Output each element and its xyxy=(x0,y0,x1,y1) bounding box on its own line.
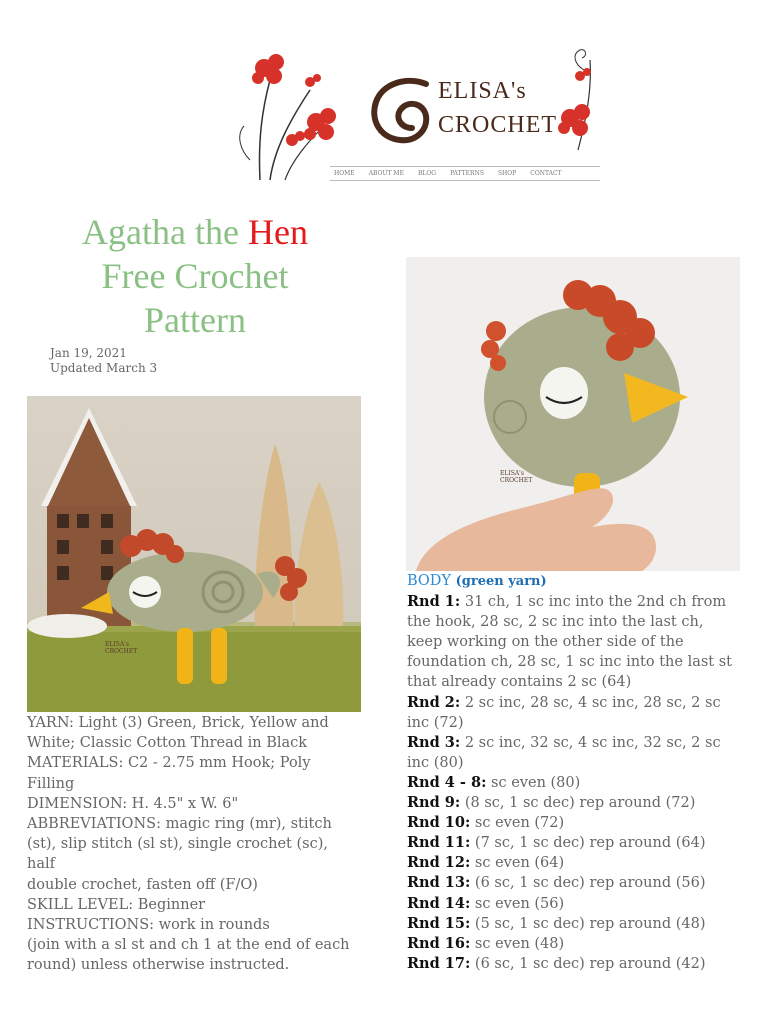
round-row xyxy=(407,793,742,813)
round-row xyxy=(407,773,742,793)
round-label: Rnd 3: xyxy=(407,733,461,751)
updated-date: Updated March 3 xyxy=(50,361,158,375)
nav-contact[interactable]: CONTACT xyxy=(530,170,562,177)
round-label: Rnd 9: xyxy=(407,794,461,812)
title-part1: Agatha the xyxy=(82,212,248,252)
info-line: MATERIALS: C2 - 2.75 mm Hook; Poly xyxy=(27,755,311,772)
round-label: Rnd 12: xyxy=(407,854,471,872)
round-text: (8 sc, 1 sc dec) rep around (72) xyxy=(460,795,696,812)
round-label: Rnd 15: xyxy=(407,914,471,932)
round-text: (5 sc, 1 sc dec) rep around (48) xyxy=(470,915,706,932)
round-text: sc even (80) xyxy=(486,774,581,791)
info-line: INSTRUCTIONS: work in rounds xyxy=(27,917,270,934)
site-nav xyxy=(330,166,600,181)
info-line: DIMENSION: H. 4.5" x W. 6" xyxy=(27,795,239,812)
round-label: Rnd 1: xyxy=(407,593,461,611)
brand-name-line2: CROCHET xyxy=(438,112,558,138)
round-row xyxy=(407,693,742,733)
info-line: ABBREVIATIONS: magic ring (mr), stitch xyxy=(27,816,332,833)
round-text: (6 sc, 1 sc dec) rep around (56) xyxy=(470,875,706,892)
round-row xyxy=(407,873,742,893)
round-label: Rnd 17: xyxy=(407,954,471,972)
section-heading xyxy=(407,571,742,592)
info-line: round) unless otherwise instructed. xyxy=(27,957,290,974)
hen-photo-side xyxy=(27,396,361,712)
round-label: Rnd 16: xyxy=(407,934,471,952)
round-row xyxy=(407,894,742,914)
section-heading-title: BODY xyxy=(407,573,452,589)
title-highlight: Hen xyxy=(247,212,308,252)
brand-name-line1: ELISA's xyxy=(438,78,527,104)
page-title xyxy=(40,210,350,342)
round-row xyxy=(407,954,742,974)
info-line: double crochet, fasten off (F/O) xyxy=(27,876,258,893)
info-line: Filling xyxy=(27,775,75,792)
nav-about[interactable]: ABOUT ME xyxy=(368,170,404,177)
round-label: Rnd 11: xyxy=(407,834,471,852)
round-text: sc even (48) xyxy=(470,935,565,952)
nav-shop[interactable]: SHOP xyxy=(497,170,517,177)
round-text: (7 sc, 1 sc dec) rep around (64) xyxy=(470,835,706,852)
watermark-text-2: CROCHET xyxy=(105,648,138,655)
info-line: White; Classic Cotton Thread in Black xyxy=(27,735,308,752)
round-label: Rnd 2: xyxy=(407,693,461,711)
nav-patterns[interactable]: PATTERNS xyxy=(450,170,484,177)
title-line3: Pattern xyxy=(144,300,246,340)
round-text: (6 sc, 1 sc dec) rep around (42) xyxy=(470,955,706,972)
nav-home[interactable]: HOME xyxy=(334,170,355,177)
round-row xyxy=(407,813,742,833)
watermark-text-3: ELISA's xyxy=(500,470,524,477)
round-label: Rnd 14: xyxy=(407,894,471,912)
round-row xyxy=(407,592,742,692)
round-text: 31 ch, 1 sc inc into the 2nd ch from the hook, 28 sc, 2 sc inc into the last ch, keep working on the other side of the foundation ch, 28 sc, 1 sc inc into the last st that already contains 2 sc (64) xyxy=(407,594,732,691)
hen-photo-held xyxy=(406,257,740,571)
title-line2: Free Crochet xyxy=(101,256,289,296)
info-line: (join with a sl st and ch 1 at the end of each xyxy=(27,937,350,954)
round-text: 2 sc inc, 32 sc, 4 sc inc, 32 sc, 2 sc inc (80) xyxy=(407,734,721,771)
round-row xyxy=(407,853,742,873)
watermark-text-4: CROCHET xyxy=(500,477,533,484)
round-row xyxy=(407,934,742,954)
info-line: YARN: Light (3) Green, Brick, Yellow and xyxy=(27,715,329,731)
round-text: sc even (56) xyxy=(470,895,565,912)
round-label: Rnd 4 - 8: xyxy=(407,773,487,791)
round-text: sc even (72) xyxy=(470,815,565,832)
round-row xyxy=(407,914,742,934)
round-row xyxy=(407,833,742,853)
published-date: Jan 19, 2021 xyxy=(50,346,127,360)
watermark-text-1: ELISA's xyxy=(105,641,129,648)
info-line: SKILL LEVEL: Beginner xyxy=(27,896,206,913)
info-line: (st), slip stitch (sl st), single crochet (sc), half xyxy=(27,836,328,873)
nav-blog[interactable]: BLOG xyxy=(417,170,437,177)
section-heading-subtitle: (green yarn) xyxy=(455,574,547,589)
pattern-info xyxy=(27,713,357,976)
pattern-instructions xyxy=(407,571,742,974)
round-text: sc even (64) xyxy=(470,855,565,872)
round-label: Rnd 13: xyxy=(407,874,471,892)
round-text: 2 sc inc, 28 sc, 4 sc inc, 28 sc, 2 sc inc (72) xyxy=(407,694,721,731)
round-label: Rnd 10: xyxy=(407,814,471,832)
round-row xyxy=(407,733,742,773)
